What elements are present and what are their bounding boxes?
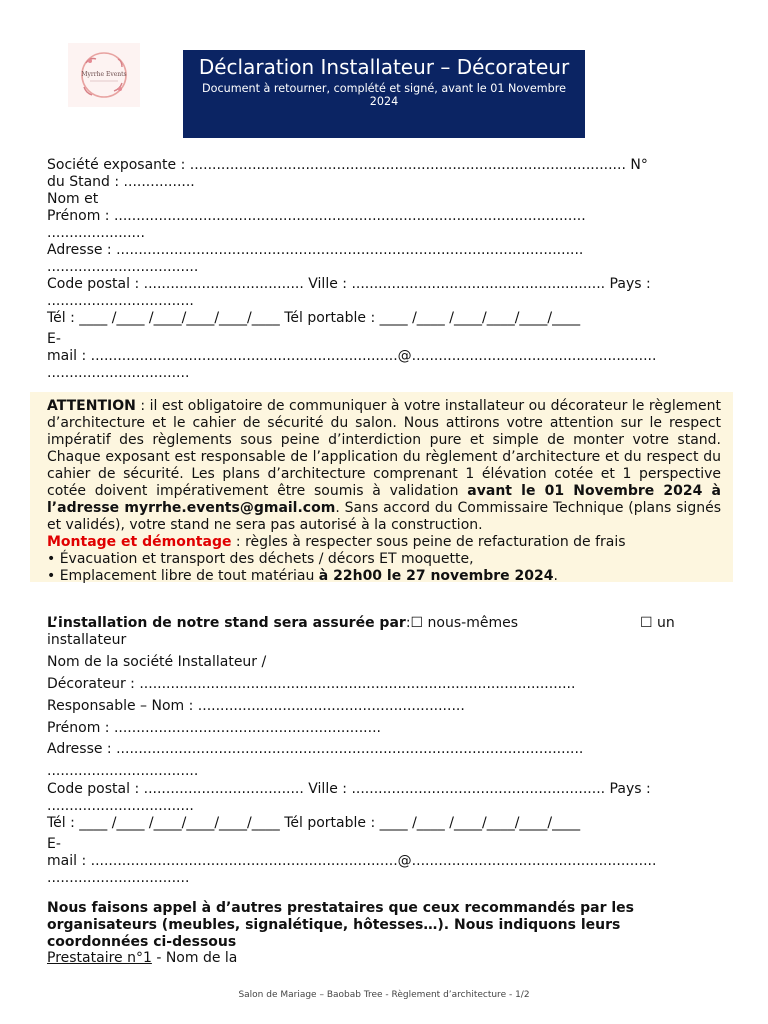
decorateur-line: Décorateur : .................................................................................................. bbox=[47, 676, 576, 692]
bullet-dechets: • Évacuation et transport des déchets / décors ET moquette, bbox=[47, 551, 474, 567]
attention-paragraph: : il est obligatoire de communiquer à votre installateur ou décorateur le règlement d’architecture et le cahier de sécurité du salon. Nous attirons votre attention sur le respect impératif des règlements sous peine d’interdiction pure et simple de monter votre stand. Chaque exposant est responsable de l’application du règlement d’architecture et du respect du cahier de sécurité. Les plans d’architecture comprenant 1 élévation cotée et 1 perspective cotée doivent impérativement être soumis à validation bbox=[47, 398, 721, 499]
logo bbox=[68, 43, 140, 107]
installateur-telephone-line: Tél : ____ /____ /____/____/____/____ Tél portable : ____ /____ /____/____/____/____ bbox=[47, 815, 581, 831]
responsable-prenom-line: Prénom : ............................................................ bbox=[47, 720, 381, 736]
societe-exposante-line: Société exposante : .................................................................................................. N° bbox=[47, 157, 648, 173]
email-line: mail : .....................................................................@....................................................... bbox=[47, 348, 657, 364]
montage-label: Montage et démontage bbox=[47, 534, 232, 550]
installateur-adresse-cont: .................................. bbox=[47, 763, 199, 779]
option-nous-memes[interactable]: :☐ nous-mêmes bbox=[405, 615, 518, 631]
prestataire-1-label: Prestataire n°1 bbox=[47, 950, 152, 966]
adresse-line-cont: .................................. bbox=[47, 259, 199, 275]
nom-label-line: Nom et bbox=[47, 191, 99, 207]
prestataires-heading: Nous faisons appel à d’autres prestataires que ceux recommandés par les organisateurs (meubles, signalétique, hôtesses…). Nous indiquons leurs coordonnées ci-dessous bbox=[47, 900, 634, 950]
stand-number-line: du Stand : ................ bbox=[47, 174, 195, 190]
pays-line-cont: ................................. bbox=[47, 293, 194, 309]
email-label-line: E- bbox=[47, 331, 61, 347]
deadline-text: avant le 01 Novembre 2024 à l’adresse myrrhe.events@gmail.com bbox=[47, 483, 721, 516]
installateur-adresse-line: Adresse : ......................................................................................................... bbox=[47, 741, 584, 757]
attention-text bbox=[47, 398, 721, 585]
attention-paragraph-end: . Sans accord du Commissaire Technique (plans signés et validés), votre stand ne sera pas autorisé à la construction. bbox=[47, 500, 721, 533]
installation-question-line bbox=[47, 615, 722, 632]
installation-question: L’installation de notre stand sera assurée par bbox=[47, 615, 406, 631]
prestataire-1-text: - Nom de la bbox=[151, 950, 238, 966]
installateur-email-cont: ................................ bbox=[47, 870, 190, 886]
societe-installateur-line: Nom de la société Installateur / bbox=[47, 654, 267, 670]
attention-label: ATTENTION bbox=[47, 398, 136, 414]
bullet-emplacement: • Emplacement libre de tout matériau bbox=[47, 568, 319, 584]
bullet-emplacement-end: . bbox=[553, 568, 558, 584]
installateur-email-label: E- bbox=[47, 836, 61, 852]
svg-text:Myrrhe Events: Myrrhe Events bbox=[81, 71, 127, 78]
installateur-pays-cont: ................................. bbox=[47, 798, 194, 814]
responsable-nom-line: Responsable – Nom : ............................................................ bbox=[47, 698, 465, 714]
header-banner bbox=[183, 50, 585, 138]
montage-text: : règles à respecter sous peine de refacturation de frais bbox=[231, 534, 626, 550]
option-installateur[interactable]: ☐ un bbox=[640, 615, 675, 631]
page-footer: Salon de Mariage – Baobab Tree - Règlement d’architecture - 1/2 bbox=[238, 990, 530, 1000]
document-subtitle: Document à retourner, complété et signé, avant le 01 Novembre 2024 bbox=[202, 82, 566, 108]
document-title: Déclaration Installateur – Décorateur bbox=[198, 55, 570, 79]
code-postal-line: Code postal : .................................... Ville : ......................................................... Pays : bbox=[47, 276, 651, 292]
telephone-line: Tél : ____ /____ /____/____/____/____ Tél portable : ____ /____ /____/____/____/____ bbox=[47, 310, 581, 326]
email-line-cont: ................................ bbox=[47, 365, 190, 381]
bullet-emplacement-date: à 22h00 le 27 novembre 2024 bbox=[318, 568, 554, 584]
prenom-line: Prénom : .......................................................................................................... bbox=[47, 208, 586, 224]
installateur-email-line: mail : .....................................................................@....................................................... bbox=[47, 853, 657, 869]
adresse-line: Adresse : ......................................................................................................... bbox=[47, 242, 584, 258]
installateur-code-postal-line: Code postal : .................................... Ville : ......................................................... Pays : bbox=[47, 781, 651, 797]
prestataire-1-line bbox=[47, 950, 722, 967]
prenom-line-cont: ...................... bbox=[47, 225, 145, 241]
installateur-label: installateur bbox=[47, 632, 127, 648]
